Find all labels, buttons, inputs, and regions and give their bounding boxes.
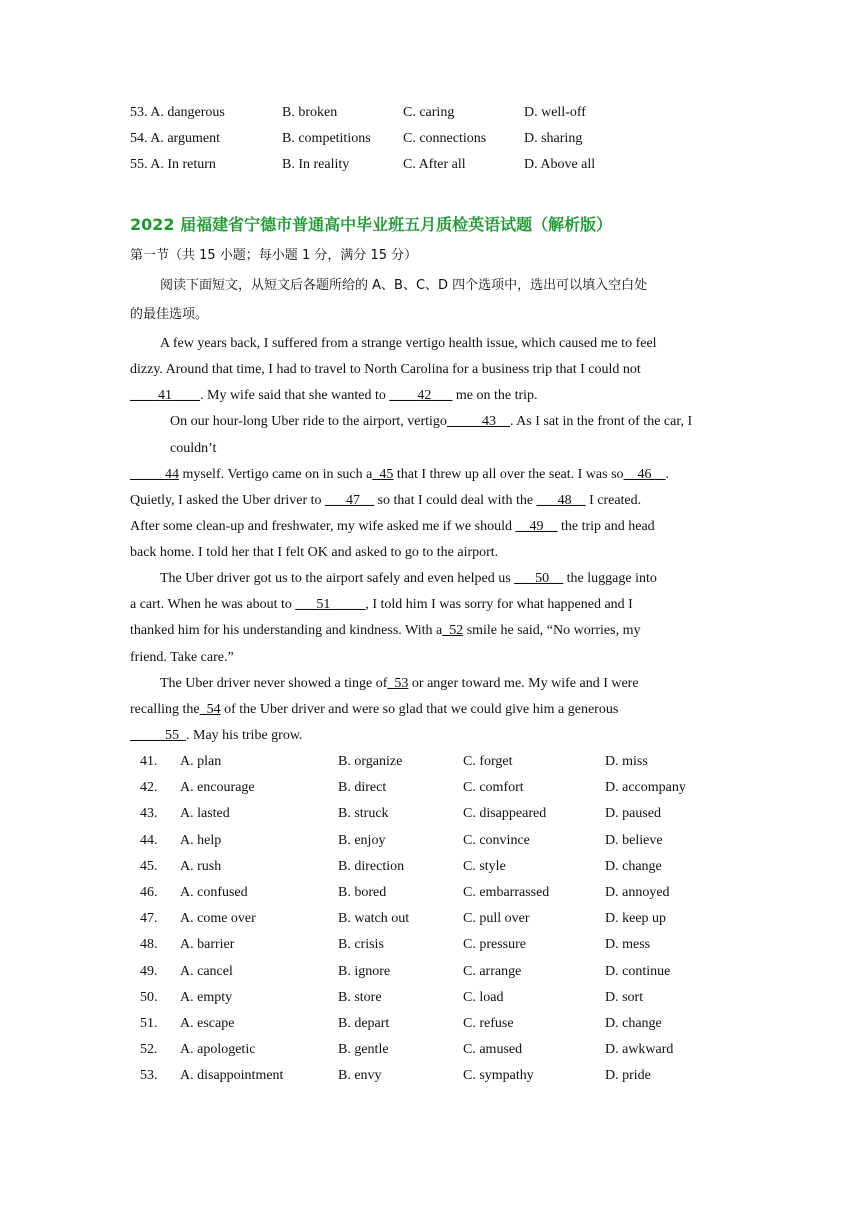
prev-option-num: 55. A. In return: [130, 157, 216, 172]
option-a: A. disappointment: [180, 1068, 284, 1084]
prev-option-d: D. well-off: [524, 105, 586, 120]
option-d: D. believe: [605, 832, 663, 848]
option-d: D. change: [605, 858, 662, 874]
option-d: D. miss: [605, 754, 648, 769]
prev-option-b: B. competitions: [282, 131, 371, 146]
option-number: 50.: [140, 989, 158, 1005]
passage-line: _____55_. May his tribe grow.: [130, 728, 303, 743]
option-a: A. apologetic: [180, 1042, 256, 1058]
blank-53: _53: [387, 676, 409, 691]
passage-line: couldn’t: [170, 441, 217, 456]
option-c: C. style: [463, 858, 506, 874]
option-a: A. escape: [180, 1016, 235, 1031]
option-b: B. ignore: [338, 963, 391, 979]
option-number: 46.: [140, 885, 158, 900]
blank-42: ____42___: [389, 388, 453, 403]
option-a: A. rush: [180, 858, 222, 874]
option-number: 43.: [140, 806, 158, 822]
passage-line: ____41____. My wife said that she wanted to ____42___ me on the trip.: [130, 388, 538, 403]
option-d: D. annoyed: [605, 885, 670, 900]
blank-54: _54: [199, 702, 221, 717]
passage-line: On our hour-long Uber ride to the airport, vertigo_____43__. As I sat in the front of the car, I: [170, 414, 693, 429]
option-d: D. pride: [605, 1068, 651, 1084]
exam-title: 2022 届福建省宁德市普通高中毕业班五月质检英语试题（解析版）: [130, 215, 613, 234]
blank-48: ___48__: [536, 493, 586, 508]
blank-47: ___47__: [325, 493, 375, 508]
option-b: B. watch out: [338, 911, 410, 927]
prev-option-c: C. After all: [403, 157, 466, 172]
option-b: B. struck: [338, 806, 389, 822]
passage-line: recalling the_54 of the Uber driver and were so glad that we could give him a generous: [130, 702, 619, 717]
option-c: C. refuse: [463, 1016, 514, 1031]
option-b: B. store: [338, 989, 382, 1005]
passage-line: After some clean-up and freshwater, my wife asked me if we should __49__ the trip and head: [130, 519, 655, 534]
passage-line: friend. Take care.”: [130, 650, 234, 665]
option-number: 44.: [140, 832, 158, 848]
blank-50: ___50__: [514, 571, 564, 586]
option-c: C. amused: [463, 1042, 523, 1058]
option-b: B. depart: [338, 1016, 390, 1031]
option-number: 53.: [140, 1068, 158, 1084]
blank-44: _____44: [130, 467, 179, 482]
option-d: D. accompany: [605, 780, 686, 796]
blank-46: __46__: [623, 467, 666, 482]
option-c: C. embarrassed: [463, 885, 550, 900]
option-number: 51.: [140, 1016, 158, 1031]
blank-43: _____43__: [446, 414, 510, 429]
passage-line: a cart. When he was about to ___51_____, I told him I was sorry for what happened and I: [130, 597, 633, 612]
option-c: C. sympathy: [463, 1068, 534, 1084]
blank-51: ___51_____: [295, 597, 366, 612]
passage-line: The Uber driver never showed a tinge of_53 or anger toward me. My wife and I were: [160, 676, 639, 691]
blank-49: __49__: [515, 519, 558, 534]
option-a: A. empty: [180, 989, 233, 1005]
prev-option-num: 54. A. argument: [130, 131, 220, 146]
prev-option-c: C. connections: [403, 131, 487, 146]
section-header: 第一节（共 15 小题；每小题 1 分，满分 15 分）: [130, 248, 418, 263]
option-d: D. paused: [605, 806, 661, 822]
option-a: A. plan: [180, 754, 222, 769]
option-b: B. direct: [338, 780, 387, 796]
option-a: A. encourage: [180, 780, 255, 796]
prev-option-d: D. sharing: [524, 131, 583, 146]
prev-option-d: D. Above all: [524, 157, 596, 172]
option-number: 49.: [140, 963, 158, 979]
option-c: C. comfort: [463, 780, 524, 796]
option-b: B. crisis: [338, 937, 384, 953]
option-number: 45.: [140, 858, 158, 874]
instruction-line: 的最佳选项。: [130, 307, 209, 322]
option-a: A. cancel: [180, 963, 233, 979]
instruction-line: 阅读下面短文，从短文后各题所给的 A、B、C、D 四个选项中，选出可以填入空白处: [160, 278, 648, 293]
passage-line: A few years back, I suffered from a strange vertigo health issue, which caused me to feel: [160, 336, 657, 351]
option-number: 52.: [140, 1042, 158, 1058]
prev-option-c: C. caring: [403, 105, 455, 120]
option-d: D. continue: [605, 963, 671, 979]
option-b: B. envy: [338, 1068, 382, 1084]
passage-line: The Uber driver got us to the airport safely and even helped us ___50__ the luggage into: [160, 571, 657, 586]
option-c: C. arrange: [463, 963, 522, 979]
option-a: A. come over: [180, 911, 256, 927]
option-number: 48.: [140, 937, 158, 953]
option-c: C. forget: [463, 754, 513, 769]
option-b: B. enjoy: [338, 832, 386, 848]
option-number: 47.: [140, 911, 158, 927]
option-c: C. pressure: [463, 937, 526, 953]
option-d: D. mess: [605, 937, 651, 953]
option-c: C. disappeared: [463, 806, 547, 822]
option-b: B. bored: [338, 885, 387, 900]
option-d: D. keep up: [605, 911, 667, 927]
option-b: B. direction: [338, 858, 405, 874]
option-a: A. lasted: [180, 806, 230, 822]
passage-line: dizzy. Around that time, I had to travel to North Carolina for a business trip that I could not: [130, 362, 641, 377]
blank-55: _____55_: [130, 728, 186, 743]
option-c: C. load: [463, 989, 504, 1005]
option-a: A. barrier: [180, 937, 235, 953]
passage-line: back home. I told her that I felt OK and asked to go to the airport.: [130, 545, 499, 560]
prev-option-b: B. broken: [282, 105, 338, 120]
option-number: 42.: [140, 780, 158, 796]
blank-52: _52: [442, 623, 464, 638]
blank-41: ____41____: [130, 388, 200, 403]
passage-line: thanked him for his understanding and kindness. With a_52 smile he said, “No worries, my: [130, 623, 641, 638]
option-c: C. convince: [463, 832, 530, 848]
option-b: B. organize: [338, 754, 403, 769]
passage-line: Quietly, I asked the Uber driver to ___47__ so that I could deal with the ___48__ I created.: [130, 493, 642, 508]
blank-45: _45: [372, 467, 394, 482]
option-d: D. sort: [605, 989, 644, 1005]
prev-option-b: B. In reality: [282, 157, 350, 172]
option-number: 41.: [140, 754, 158, 769]
prev-option-num: 53. A. dangerous: [130, 105, 225, 120]
option-d: D. awkward: [605, 1042, 674, 1058]
option-d: D. change: [605, 1016, 662, 1031]
option-a: A. help: [180, 832, 222, 848]
passage-line: _____44 myself. Vertigo came on in such a_45 that I threw up all over the seat. I was so__46__.: [130, 467, 670, 482]
option-c: C. pull over: [463, 911, 530, 927]
option-b: B. gentle: [338, 1042, 389, 1058]
option-a: A. confused: [180, 885, 248, 900]
